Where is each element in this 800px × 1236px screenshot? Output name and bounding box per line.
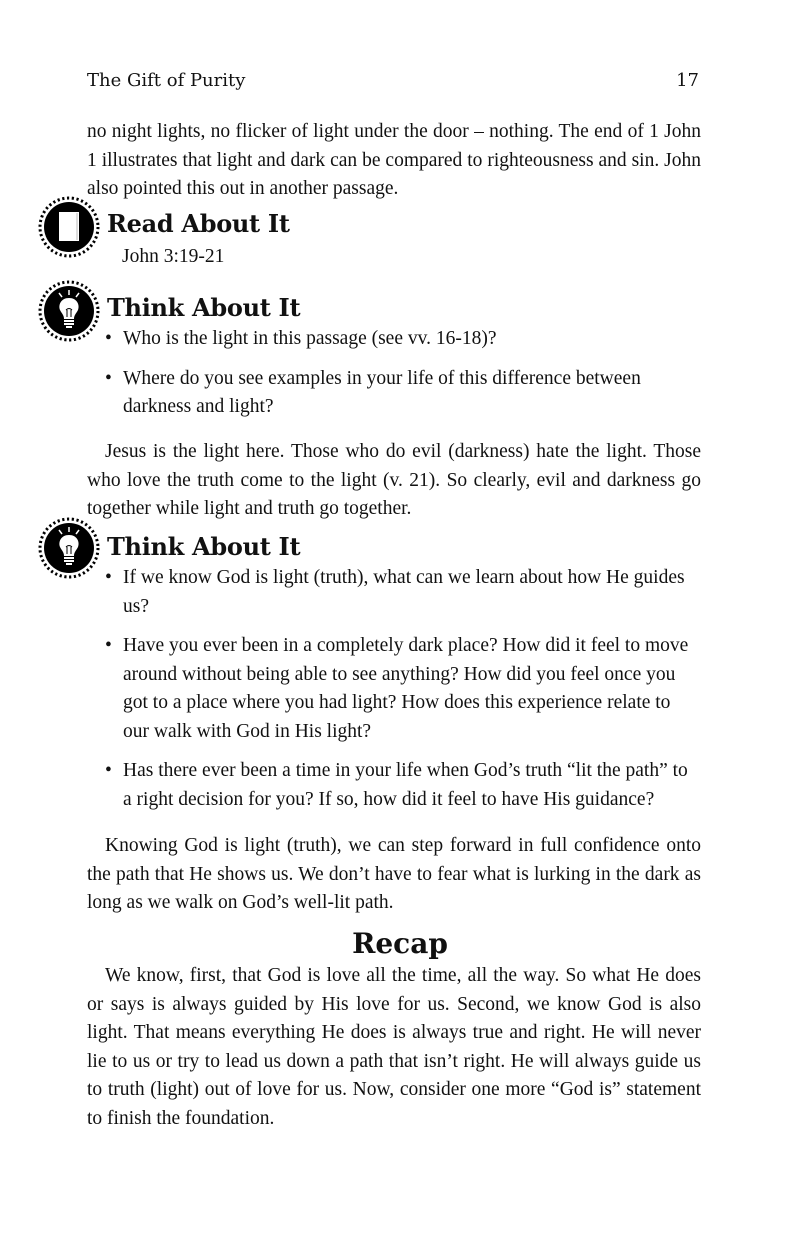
question-text: Where do you see examples in your life of this difference between darkness and light?: [123, 367, 641, 417]
question-item: [103, 757, 701, 814]
body-paragraph-2: [87, 438, 701, 524]
scripture-reference: John 3:19-21: [122, 246, 225, 267]
bullet-icon: •: [105, 567, 112, 588]
intro-paragraph: [87, 118, 701, 204]
question-text: If we know God is light (truth), what can we learn about how He guides us?: [123, 567, 685, 617]
paragraph-text: Knowing God is light (truth), we can step forward in full confidence onto the path that He shows us. We don’t have to fear what is lurking in the dark as long as we walk on God’s well-lit path.: [87, 835, 701, 913]
question-text: Has there ever been a time in your life when God’s truth “lit the path” to a right decision for you? If so, how did it feel to have His guidance?: [123, 760, 688, 810]
question-item: [103, 632, 701, 746]
bullet-icon: •: [105, 367, 112, 389]
running-header: [87, 70, 699, 100]
book-icon: [38, 196, 100, 258]
intro-text: no night lights, no flicker of light under the door – nothing. The end of 1 John 1 illustrates that light and dark can be compared to righteousness and sin. John also pointed this out in another passage.: [87, 121, 701, 199]
question-text: Have you ever been in a completely dark place? How did it feel to move around without being able to see anything? How did you feel once you got to a place where you had light? How does this experience relate to our walk with God in His light?: [123, 635, 689, 742]
bullet-icon: •: [105, 328, 112, 349]
think-about-it-questions-1: [103, 325, 701, 433]
think-about-it-questions-2: [103, 564, 701, 825]
recap-heading: Recap: [352, 927, 448, 960]
page-number: 17: [676, 70, 699, 91]
question-item: [103, 564, 701, 621]
bullet-icon: •: [105, 760, 112, 781]
think-about-it-heading-2: Think About It: [107, 532, 301, 561]
question-item: [103, 365, 701, 422]
lightbulb-icon: [38, 280, 100, 342]
bullet-icon: •: [105, 635, 112, 656]
think-about-it-heading-1: Think About It: [107, 293, 301, 322]
recap-paragraph: [87, 962, 701, 1133]
lightbulb-icon: [38, 517, 100, 579]
question-text: Who is the light in this passage (see vv. 16-18)?: [123, 328, 497, 349]
question-item: [103, 325, 701, 354]
body-paragraph-3: [87, 832, 701, 918]
read-about-it-heading: Read About It: [107, 209, 290, 238]
recap-text: We know, first, that God is love all the time, all the way. So what He does or says is always guided by His love for us. Second, we know God is also light. That means everything He does is always true and right. He will never lie to us or try to lead us down a path that isn’t right. He will always guide us to truth (light) out of love for us. Now, consider one more “God is” statement to finish the foundation.: [87, 965, 701, 1129]
paragraph-text: Jesus is the light here. Those who do evil (darkness) hate the light. Those who love the truth come to the light (v. 21). So clearly, evil and darkness go together while light and truth go together.: [87, 441, 701, 519]
running-title: The Gift of Purity: [87, 70, 246, 91]
